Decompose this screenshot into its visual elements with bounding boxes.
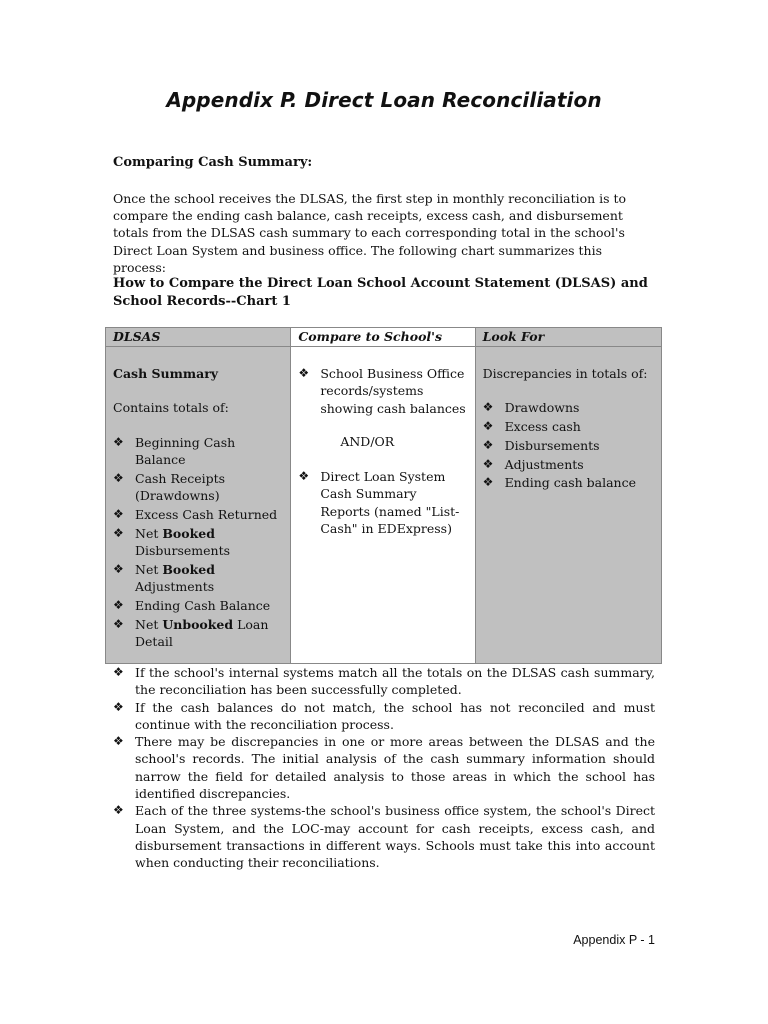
list-item: ❖ Ending Cash Balance [113,597,271,613]
compare-cell [291,347,475,664]
note-item: ❖ If the school's internal systems match all the totals on the DLSAS cash summary, the reconciliation has been successfully completed. [113,665,655,698]
diamond-bullet-icon: ❖ [482,437,494,452]
diamond-bullet-icon: ❖ [298,366,310,380]
list-item: ❖ Net Booked Adjustments [113,561,215,594]
list-item: ❖ School Business Office records/systems showing cash balances [298,366,466,416]
discrepancies-label: Discrepancies in totals of: [482,366,648,381]
chart-heading: How to Compare the Direct Loan School Account Statement (DLSAS) and School Records--Chart 1 [113,276,648,309]
page-title: Appendix P. Direct Loan Reconciliation [166,88,602,112]
contains-totals-label: Contains totals of: [113,400,229,416]
list-item: ❖ Net Booked Disbursements [113,525,231,558]
list-item: ❖ Net Unbooked Loan Detail [113,616,269,649]
and-or-label: AND/OR [340,433,395,449]
dlsas-cell [106,347,291,664]
list-item: ❖ Drawdowns [482,400,580,416]
diamond-bullet-icon: ❖ [482,400,494,415]
diamond-bullet-icon: ❖ [113,803,124,818]
section-heading: Comparing Cash Summary: [113,155,313,170]
diamond-bullet-icon: ❖ [113,616,124,631]
notes-list [113,664,655,872]
diamond-bullet-icon: ❖ [298,469,310,484]
cash-summary-heading: Cash Summary [113,366,219,381]
table-header-dlsas: DLSAS [106,328,291,347]
look-for-list [483,399,654,491]
diamond-bullet-icon: ❖ [482,419,494,434]
diamond-bullet-icon: ❖ [113,525,124,540]
compare-list [298,365,467,417]
diamond-bullet-icon: ❖ [113,561,124,576]
list-item: ❖ Direct Loan System Cash Summary Reports (named "List-Cash" in EDExpress) [298,469,460,537]
diamond-bullet-icon: ❖ [482,475,494,490]
diamond-bullet-icon: ❖ [113,734,124,749]
diamond-bullet-icon: ❖ [113,434,124,449]
diamond-bullet-icon: ❖ [113,470,124,485]
table-header-look-for: Look For [475,328,661,347]
list-item: ❖ Adjustments [482,456,584,472]
diamond-bullet-icon: ❖ [113,597,124,612]
list-item: ❖ Excess Cash Returned [113,506,278,522]
list-item: ❖ Beginning Cash Balance [113,434,236,467]
comparison-table [105,327,662,664]
table-header-compare: Compare to School's [291,328,475,347]
note-item: ❖ Each of the three systems-the school's business office system, the school's Direct Loan System, and the LOC-may account for cash receipts, excess cash, and disbursement transactions in different ways. Schools must take this into account when conducting their reconciliations. [113,803,655,871]
diamond-bullet-icon: ❖ [113,665,124,679]
note-item: ❖ There may be discrepancies in one or more areas between the DLSAS and the school's records. The initial analysis of the cash summary information should narrow the field for detailed analysis to those areas in which the school has identified discrepancies. [113,734,655,802]
look-for-cell [475,347,661,664]
list-item: ❖ Disbursements [482,437,600,453]
list-item: ❖ Ending cash balance [482,475,637,491]
note-item: ❖ If the cash balances do not match, the school has not reconciled and must continue with the reconciliation process. [113,699,655,732]
diamond-bullet-icon: ❖ [113,506,124,521]
diamond-bullet-icon: ❖ [482,456,494,471]
dlsas-totals-list [113,434,283,651]
page-footer: Appendix P - 1 [573,933,655,947]
list-item: ❖ Cash Receipts (Drawdowns) [113,470,226,503]
compare-list-2 [298,468,467,537]
diamond-bullet-icon: ❖ [113,699,124,714]
list-item: ❖ Excess cash [482,419,581,435]
intro-paragraph: Once the school receives the DLSAS, the first step in monthly reconciliation is to compare the ending cash balance, cash receipts, excess cash, and disbursement totals from the DLSAS cash summary to each corresponding total in the school's Direct Loan System and business office. The following chart summarizes this process: [113,191,627,275]
